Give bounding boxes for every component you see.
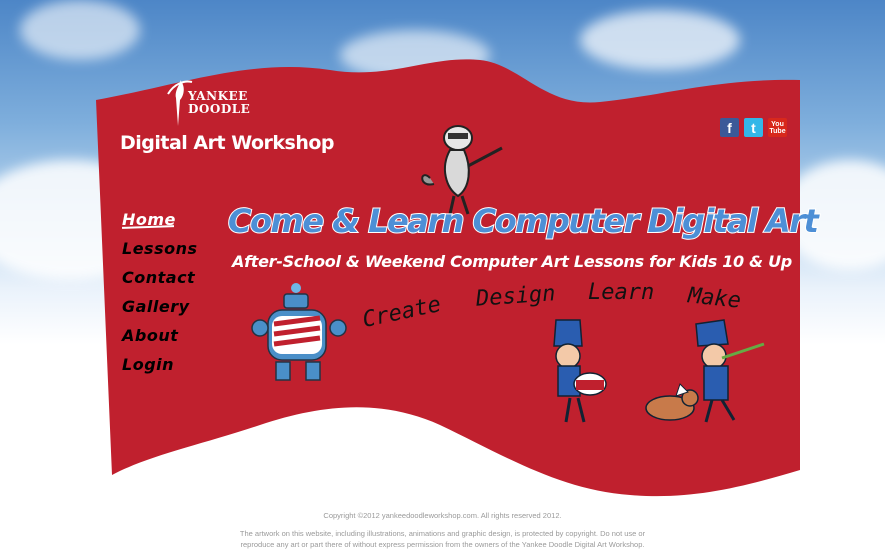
nav-contact[interactable]: Contact [122, 268, 196, 287]
word-learn: Learn [588, 280, 655, 305]
brand-logo[interactable] [118, 72, 335, 167]
twitter-icon[interactable]: t [744, 118, 763, 137]
footer-notice-line2: reproduce any art or part there of without express permission from the owners of the Yankee Doodle Digital Art Workshop. [240, 540, 645, 549]
social-links [720, 118, 787, 137]
footer-copyright: Copyright ©2012 yankeedoodleworkshop.com. All rights reserved 2012. [323, 511, 562, 520]
hero-subhead: After-School & Weekend Computer Art Lessons for Kids 10 & Up [232, 252, 792, 271]
word-make: Make [686, 283, 743, 314]
nav-lessons[interactable]: Lessons [122, 239, 198, 258]
hero-headline: Come & Learn Computer Digital Art [228, 202, 818, 240]
nav-home[interactable]: Home [122, 205, 198, 234]
robot-illustration [250, 280, 360, 390]
drummer-boy-illustration [540, 318, 630, 428]
nav-login[interactable]: Login [122, 355, 175, 374]
word-design: Design [475, 281, 557, 312]
nav-about[interactable]: About [122, 326, 179, 345]
footer-notice-line1: The artwork on this website, including illustrations, animations and graphic design, is protected by copyright. Do not use or [239, 529, 646, 538]
word-create: Create [360, 292, 444, 333]
brand-name: Digital Art Workshop [120, 132, 335, 154]
youtube-icon[interactable]: You Tube [768, 118, 787, 137]
main-nav [122, 205, 198, 379]
fifer-boy-illustration [684, 318, 774, 428]
nav-gallery[interactable]: Gallery [122, 297, 190, 316]
logo-wordmark: YANKEE DOODLE [188, 89, 251, 116]
facebook-icon[interactable]: f [720, 118, 739, 137]
